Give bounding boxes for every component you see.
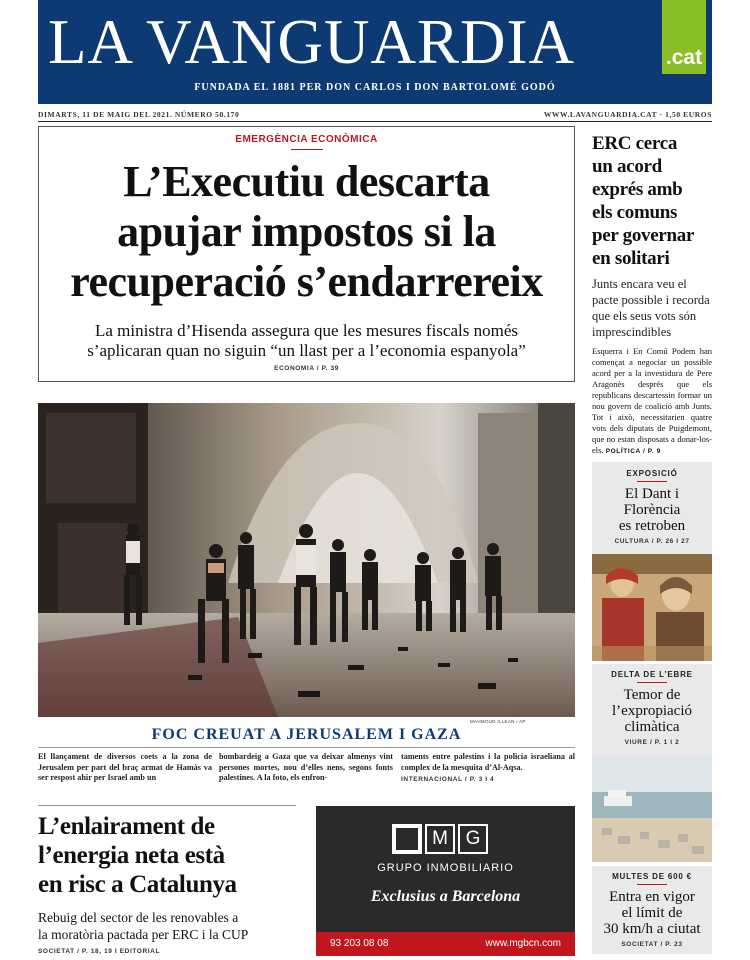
title-line: es retroben bbox=[618, 518, 686, 534]
deck-line: Rebuig del sector de les renovables a bbox=[38, 910, 239, 925]
title-line: Entra en vigor bbox=[609, 889, 695, 905]
lead-story[interactable] bbox=[38, 126, 575, 382]
site-price: WWW.LAVANGUARDIA.CAT · 1,50 EUROS bbox=[543, 110, 712, 119]
logo-letter: M bbox=[425, 824, 455, 854]
divider bbox=[38, 747, 575, 748]
box-title bbox=[592, 889, 712, 937]
founded-line: FUNDADA EL 1881 PER DON CARLOS I DON BARTOLOMÉ GODÓ bbox=[194, 82, 556, 93]
cat-domain-badge[interactable] bbox=[662, 0, 706, 74]
kicker-rule bbox=[637, 481, 667, 482]
title-line: 30 km/h a ciutat bbox=[603, 921, 701, 937]
photo-caption-col-1: El llançament de diversos coets a la zona de Jerusalem per part del braç armat de Hamàs va ser respost ahir per Israel amb un bbox=[38, 752, 212, 783]
headline-line: en solitari bbox=[592, 248, 670, 269]
box-title bbox=[592, 687, 712, 735]
lead-kicker: EMERGÈNCIA ECONÒMICA bbox=[235, 134, 378, 145]
energy-headline[interactable] bbox=[38, 812, 288, 899]
ad-company: GRUPO INMOBILIARIO bbox=[377, 862, 514, 874]
delta-coast-image[interactable] bbox=[592, 756, 712, 862]
lead-section-ref: ECONOMIA / P. 39 bbox=[274, 365, 339, 372]
photo-credit: MAHMOUD ILLEAN / AP bbox=[470, 719, 526, 724]
headline-line: els comuns bbox=[592, 202, 678, 223]
dateline bbox=[38, 110, 712, 119]
title-line: Temor de bbox=[623, 687, 681, 703]
headline-line: un acord bbox=[592, 156, 662, 177]
real-estate-ad[interactable] bbox=[316, 806, 575, 956]
side-box-delta[interactable] bbox=[592, 664, 712, 756]
headline-line: L’enlairament de bbox=[38, 813, 215, 840]
headline-line: l’energia neta està bbox=[38, 842, 225, 869]
photo-caption-col-2: bombardeig a Gaza que va deixar almenys vint persones mortes, nou d’elles nens, segons fonts palestines. A la foto, els enfron- bbox=[219, 752, 393, 783]
ad-footer bbox=[316, 932, 575, 956]
deck-line: que els seus vots són bbox=[592, 309, 697, 323]
energy-section-ref: SOCIETAT / P. 18, 19 I EDITORIAL bbox=[38, 948, 161, 955]
headline-line: L’Executiu descarta bbox=[123, 157, 490, 206]
divider bbox=[38, 805, 296, 806]
erc-headline[interactable] bbox=[592, 132, 712, 270]
title-line: climàtica bbox=[624, 719, 680, 735]
jerusalem-clashes-photo[interactable] bbox=[38, 403, 575, 717]
erc-body bbox=[592, 346, 712, 457]
headline-line: en risc a Catalunya bbox=[38, 871, 237, 898]
energy-deck bbox=[38, 909, 298, 943]
side-box-multes[interactable] bbox=[592, 866, 712, 954]
kicker-rule bbox=[637, 682, 667, 683]
lead-headline[interactable] bbox=[39, 157, 574, 307]
photo-caption-col-3 bbox=[401, 752, 575, 786]
logo-letter: G bbox=[458, 824, 488, 854]
deck-line: Junts encara veu el bbox=[592, 277, 687, 291]
deck-line: imprescindibles bbox=[592, 325, 672, 339]
headline-line: apujar impostos si la bbox=[117, 207, 496, 256]
title-line: Florència bbox=[623, 502, 681, 518]
box-title bbox=[592, 486, 712, 534]
erc-body-text: Esquerra i En Comú Podem han començat a negociar un possible acord per a la investidura de Pere Aragonès després que els republicans descartessin formar un nou govern de coalició amb Junts. Tot i això, necessitarien quatre vots dels diputats de Puigdemont, que no estan disposats a donar-los-els. bbox=[592, 346, 712, 455]
title-line: l’expropiació bbox=[612, 703, 692, 719]
divider bbox=[38, 121, 712, 122]
headline-line: exprés amb bbox=[592, 179, 683, 200]
deck-line: La ministra d’Hisenda assegura que les mesures fiscals només bbox=[95, 321, 518, 340]
mg-logo bbox=[392, 824, 488, 854]
box-section-ref: VIURE / P. 1 I 2 bbox=[624, 739, 680, 746]
box-kicker: DELTA DE L’EBRE bbox=[611, 670, 693, 679]
box-section-ref: CULTURA / P. 26 I 27 bbox=[614, 538, 690, 545]
deck-line: s’aplicaran quan no siguin “un llast per a l’economia espanyola” bbox=[87, 341, 526, 360]
lead-deck bbox=[39, 321, 574, 361]
kicker-rule bbox=[291, 149, 323, 150]
newspaper-title[interactable]: LA VANGUARDIA bbox=[48, 7, 575, 77]
title-line: el límit de bbox=[621, 905, 683, 921]
cat-badge-text: .cat bbox=[665, 46, 703, 69]
erc-section-ref: POLÍTICA / P. 9 bbox=[605, 448, 661, 455]
box-kicker: EXPOSICIÓ bbox=[626, 469, 678, 478]
issue-date: DIMARTS, 11 DE MAIG DEL 2021. NÚMERO 50.170 bbox=[38, 110, 240, 119]
title-line: El Dant i bbox=[624, 486, 680, 502]
deck-line: pacte possible i recorda bbox=[592, 293, 710, 307]
masthead bbox=[38, 0, 712, 104]
erc-deck bbox=[592, 276, 712, 340]
logo-square bbox=[392, 824, 422, 854]
deck-line: la moratòria pactada per ERC i la CUP bbox=[38, 927, 249, 942]
ad-phone[interactable]: 93 203 08 08 bbox=[330, 938, 389, 949]
headline-line: recuperació s’endarrereix bbox=[70, 257, 543, 306]
dante-fresco-image[interactable] bbox=[592, 554, 712, 661]
box-section-ref: SOCIETAT / P. 23 bbox=[621, 941, 683, 948]
box-kicker: MULTES DE 600 € bbox=[612, 872, 692, 881]
caption-text: taments entre palestins i la policia israeliana al complex de la mesquita d’Al-Aqsa. bbox=[401, 752, 575, 772]
photo-section-ref: INTERNACIONAL / P. 3 I 4 bbox=[401, 776, 495, 784]
side-box-exposicio[interactable] bbox=[592, 462, 712, 554]
headline-line: ERC cerca bbox=[592, 133, 678, 154]
ad-tagline: Exclusius a Barcelona bbox=[370, 888, 521, 905]
headline-line: per governar bbox=[592, 225, 695, 246]
photo-headline[interactable]: FOC CREUAT A JERUSALEM I GAZA bbox=[151, 726, 462, 743]
kicker-rule bbox=[637, 884, 667, 885]
ad-website-link[interactable]: www.mgbcn.com bbox=[485, 938, 561, 949]
